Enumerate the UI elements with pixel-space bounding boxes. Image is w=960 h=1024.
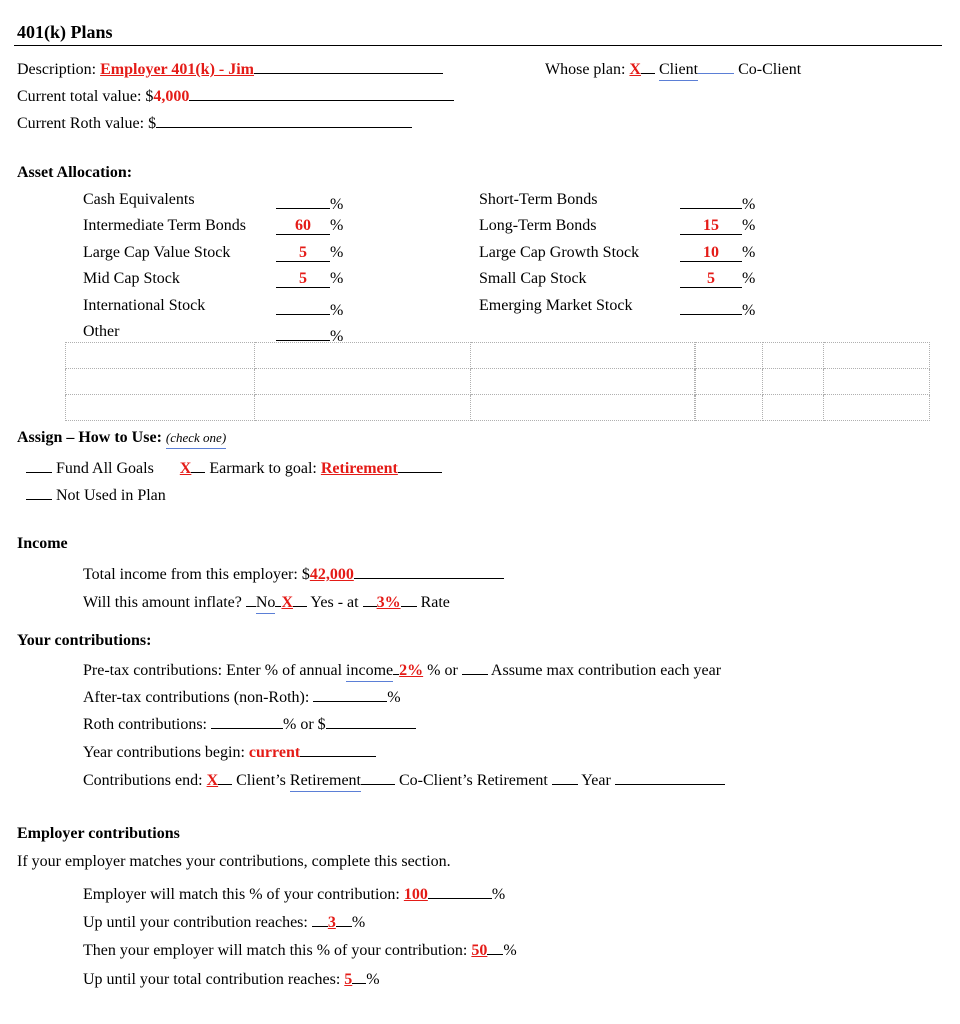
allocation-pct-sign: % — [742, 196, 756, 213]
whose-plan-mark[interactable]: X — [629, 61, 641, 78]
pretax-row — [83, 657, 721, 682]
asset-allocation-heading: Asset Allocation: — [17, 164, 133, 181]
allocation-row-left — [83, 243, 230, 263]
employer-match2-row: Then your employer will match this % of your contribution: 50 % — [83, 937, 517, 961]
earmark-label: Earmark to goal: — [209, 460, 317, 477]
allocation-pct-sign: % — [330, 244, 344, 261]
upto2-label: Up until your total contribution reaches: — [83, 971, 341, 988]
allocation-row-right — [479, 269, 587, 289]
whose-plan-label: Whose plan: — [545, 61, 626, 78]
allocation-label: Intermediate Term Bonds — [83, 217, 246, 234]
description-line — [254, 56, 443, 74]
allocation-value[interactable]: 15 — [680, 216, 742, 235]
allocation-pct-sign: % — [742, 244, 756, 261]
match1-value[interactable]: 100 — [403, 886, 428, 903]
current-total-label: Current total value: $ — [17, 88, 154, 105]
allocation-field-right — [680, 269, 755, 289]
fund-all-checkbox[interactable] — [26, 455, 52, 473]
allocation-row-right — [479, 190, 597, 210]
allocation-field-right — [680, 216, 755, 236]
allocation-pct-sign: % — [330, 270, 344, 287]
aftertax-row: After-tax contributions (non-Roth): % — [83, 684, 401, 708]
allocation-label: Mid Cap Stock — [83, 270, 180, 287]
allocation-value[interactable]: 5 — [680, 269, 742, 288]
begin-label: Year contributions begin: — [83, 744, 245, 761]
aftertax-field[interactable] — [313, 684, 387, 702]
allocation-label: Small Cap Stock — [479, 270, 587, 287]
allocation-pct-sign: % — [742, 270, 756, 287]
aftertax-label: After-tax contributions (non-Roth): — [83, 689, 310, 706]
assign-row-1 — [26, 455, 442, 479]
allocation-field-left — [276, 190, 343, 215]
allocation-label: Long-Term Bonds — [479, 217, 597, 234]
allocation-label: International Stock — [83, 297, 206, 314]
current-roth-field[interactable] — [156, 110, 412, 128]
roth-dollar-field[interactable] — [326, 711, 416, 729]
allocation-row-right — [479, 296, 632, 316]
allocation-field-right — [680, 190, 755, 215]
employer-upto2-row: Up until your total contribution reaches: 5 % — [83, 966, 380, 990]
roth-pct-field[interactable] — [211, 711, 283, 729]
pretax-pct-or: % or — [427, 662, 458, 679]
allocation-row-left — [83, 216, 246, 236]
inflate-label: Will this amount inflate? — [83, 594, 242, 611]
current-roth-row — [17, 110, 412, 134]
employer-upto1-row: Up until your contribution reaches: 3 % — [83, 909, 365, 933]
allocation-field-left — [276, 269, 343, 289]
match2-label: Then your employer will match this % of your contribution: — [83, 942, 468, 959]
page-title: 401(k) Plans — [17, 22, 113, 42]
grid-row — [66, 395, 930, 421]
inflate-no-mark[interactable]: X — [281, 594, 293, 611]
allocation-row-left — [83, 190, 195, 210]
fund-all-label: Fund All Goals — [56, 460, 154, 477]
match1-label: Employer will match this % of your contribution: — [83, 886, 400, 903]
grid-row — [66, 369, 930, 395]
upto1-value[interactable]: 3 — [327, 914, 336, 931]
allocation-pct-sign: % — [330, 196, 344, 213]
description-row — [17, 56, 443, 80]
pretax-label: Pre-tax contributions: Enter % of annual — [83, 662, 343, 679]
current-roth-label: Current Roth value: $ — [17, 115, 157, 132]
allocation-row-left — [83, 322, 119, 342]
end-year-field[interactable] — [615, 767, 725, 785]
not-used-label: Not Used in Plan — [56, 487, 166, 504]
not-used-checkbox[interactable] — [26, 482, 52, 500]
end-year-label: Year — [581, 772, 611, 789]
allocation-value[interactable] — [680, 190, 742, 209]
current-total-value[interactable]: 4,000 — [153, 88, 190, 105]
contributions-heading: Your contributions: — [17, 632, 152, 649]
assign-note: (check one) — [166, 428, 226, 449]
allocation-field-right — [680, 243, 755, 263]
pretax-value[interactable]: 2% — [399, 662, 424, 679]
end-row — [83, 767, 725, 792]
income-total-row — [83, 561, 504, 585]
allocation-field-left — [276, 296, 343, 321]
allocation-row-right — [479, 243, 639, 263]
whose-plan-client[interactable]: Client — [659, 60, 698, 81]
allocation-label: Short-Term Bonds — [479, 191, 598, 208]
upto1-label: Up until your contribution reaches: — [83, 914, 308, 931]
end-coclient-checkbox[interactable] — [552, 767, 578, 785]
allocation-pct-sign: % — [742, 217, 756, 234]
allocation-row-left — [83, 269, 180, 289]
employer-match1-row: Employer will match this % of your contribution: 100 % — [83, 881, 505, 905]
inflate-rate-value[interactable]: 3% — [376, 594, 401, 611]
assign-row-2 — [26, 482, 166, 506]
allocation-field-left — [276, 216, 343, 236]
roth-or: % or $ — [283, 716, 326, 733]
assign-heading-row — [17, 428, 226, 449]
income-inflate-row — [83, 589, 450, 614]
earmark-mark[interactable]: X — [179, 460, 192, 477]
begin-value[interactable]: current — [248, 744, 301, 761]
title-divider — [14, 45, 942, 46]
end-label: Contributions end: — [83, 772, 203, 789]
allocation-value[interactable]: 10 — [680, 243, 742, 262]
whose-plan-row — [545, 56, 801, 81]
inflate-yes-label: Yes - at — [310, 594, 359, 611]
income-heading: Income — [17, 535, 68, 552]
end-client-retirement: Retirement — [290, 771, 361, 792]
allocation-value[interactable] — [276, 296, 330, 315]
allocation-value[interactable] — [276, 190, 330, 209]
income-total-value[interactable]: 42,000 — [309, 566, 354, 583]
assign-heading: Assign – How to Use: — [17, 429, 162, 446]
allocation-pct-sign: % — [742, 302, 756, 319]
allocation-pct-sign: % — [330, 328, 344, 345]
allocation-row-right — [479, 216, 597, 236]
assume-max-checkbox[interactable] — [462, 657, 488, 675]
allocation-pct-sign: % — [330, 302, 344, 319]
allocation-value[interactable]: 60 — [276, 216, 330, 235]
allocation-label: Emerging Market Stock — [479, 297, 633, 314]
employer-intro: If your employer matches your contributions, complete this section. — [17, 853, 451, 870]
end-coclient-label: Co-Client’s Retirement — [399, 772, 548, 789]
assume-max-label: Assume max contribution each year — [490, 662, 722, 679]
whose-plan-coclient[interactable]: Co-Client — [738, 61, 802, 78]
allocation-label: Large Cap Value Stock — [83, 244, 231, 261]
current-total-row — [17, 83, 454, 107]
allocation-row-left — [83, 296, 205, 316]
allocation-grid — [65, 342, 930, 421]
description-label: Description: — [17, 61, 97, 78]
end-client-label: Client’s — [236, 772, 286, 789]
allocation-value[interactable] — [680, 296, 742, 315]
inflate-rate-label: Rate — [420, 594, 450, 611]
end-mark[interactable]: X — [206, 772, 219, 789]
employer-heading: Employer contributions — [17, 825, 180, 842]
grid-row — [66, 343, 930, 369]
description-value[interactable]: Employer 401(k) - Jim — [100, 61, 255, 78]
match2-value[interactable]: 50 — [471, 942, 488, 959]
allocation-label: Large Cap Growth Stock — [479, 244, 640, 261]
allocation-field-left — [276, 243, 343, 263]
roth-row — [83, 711, 416, 735]
allocation-label: Other — [83, 323, 120, 340]
allocation-field-right — [680, 296, 755, 321]
inflate-no-label: No — [256, 593, 276, 614]
allocation-pct-sign: % — [330, 217, 344, 234]
upto2-value[interactable]: 5 — [344, 971, 353, 988]
begin-row — [83, 739, 376, 763]
pretax-income: income — [346, 661, 393, 682]
allocation-label: Cash Equivalents — [83, 191, 195, 208]
earmark-value[interactable]: Retirement — [320, 460, 398, 477]
roth-label: Roth contributions: — [83, 716, 207, 733]
allocation-value[interactable] — [276, 322, 330, 341]
allocation-value[interactable]: 5 — [276, 269, 330, 288]
allocation-value[interactable]: 5 — [276, 243, 330, 262]
income-total-label: Total income from this employer: $ — [83, 566, 310, 583]
